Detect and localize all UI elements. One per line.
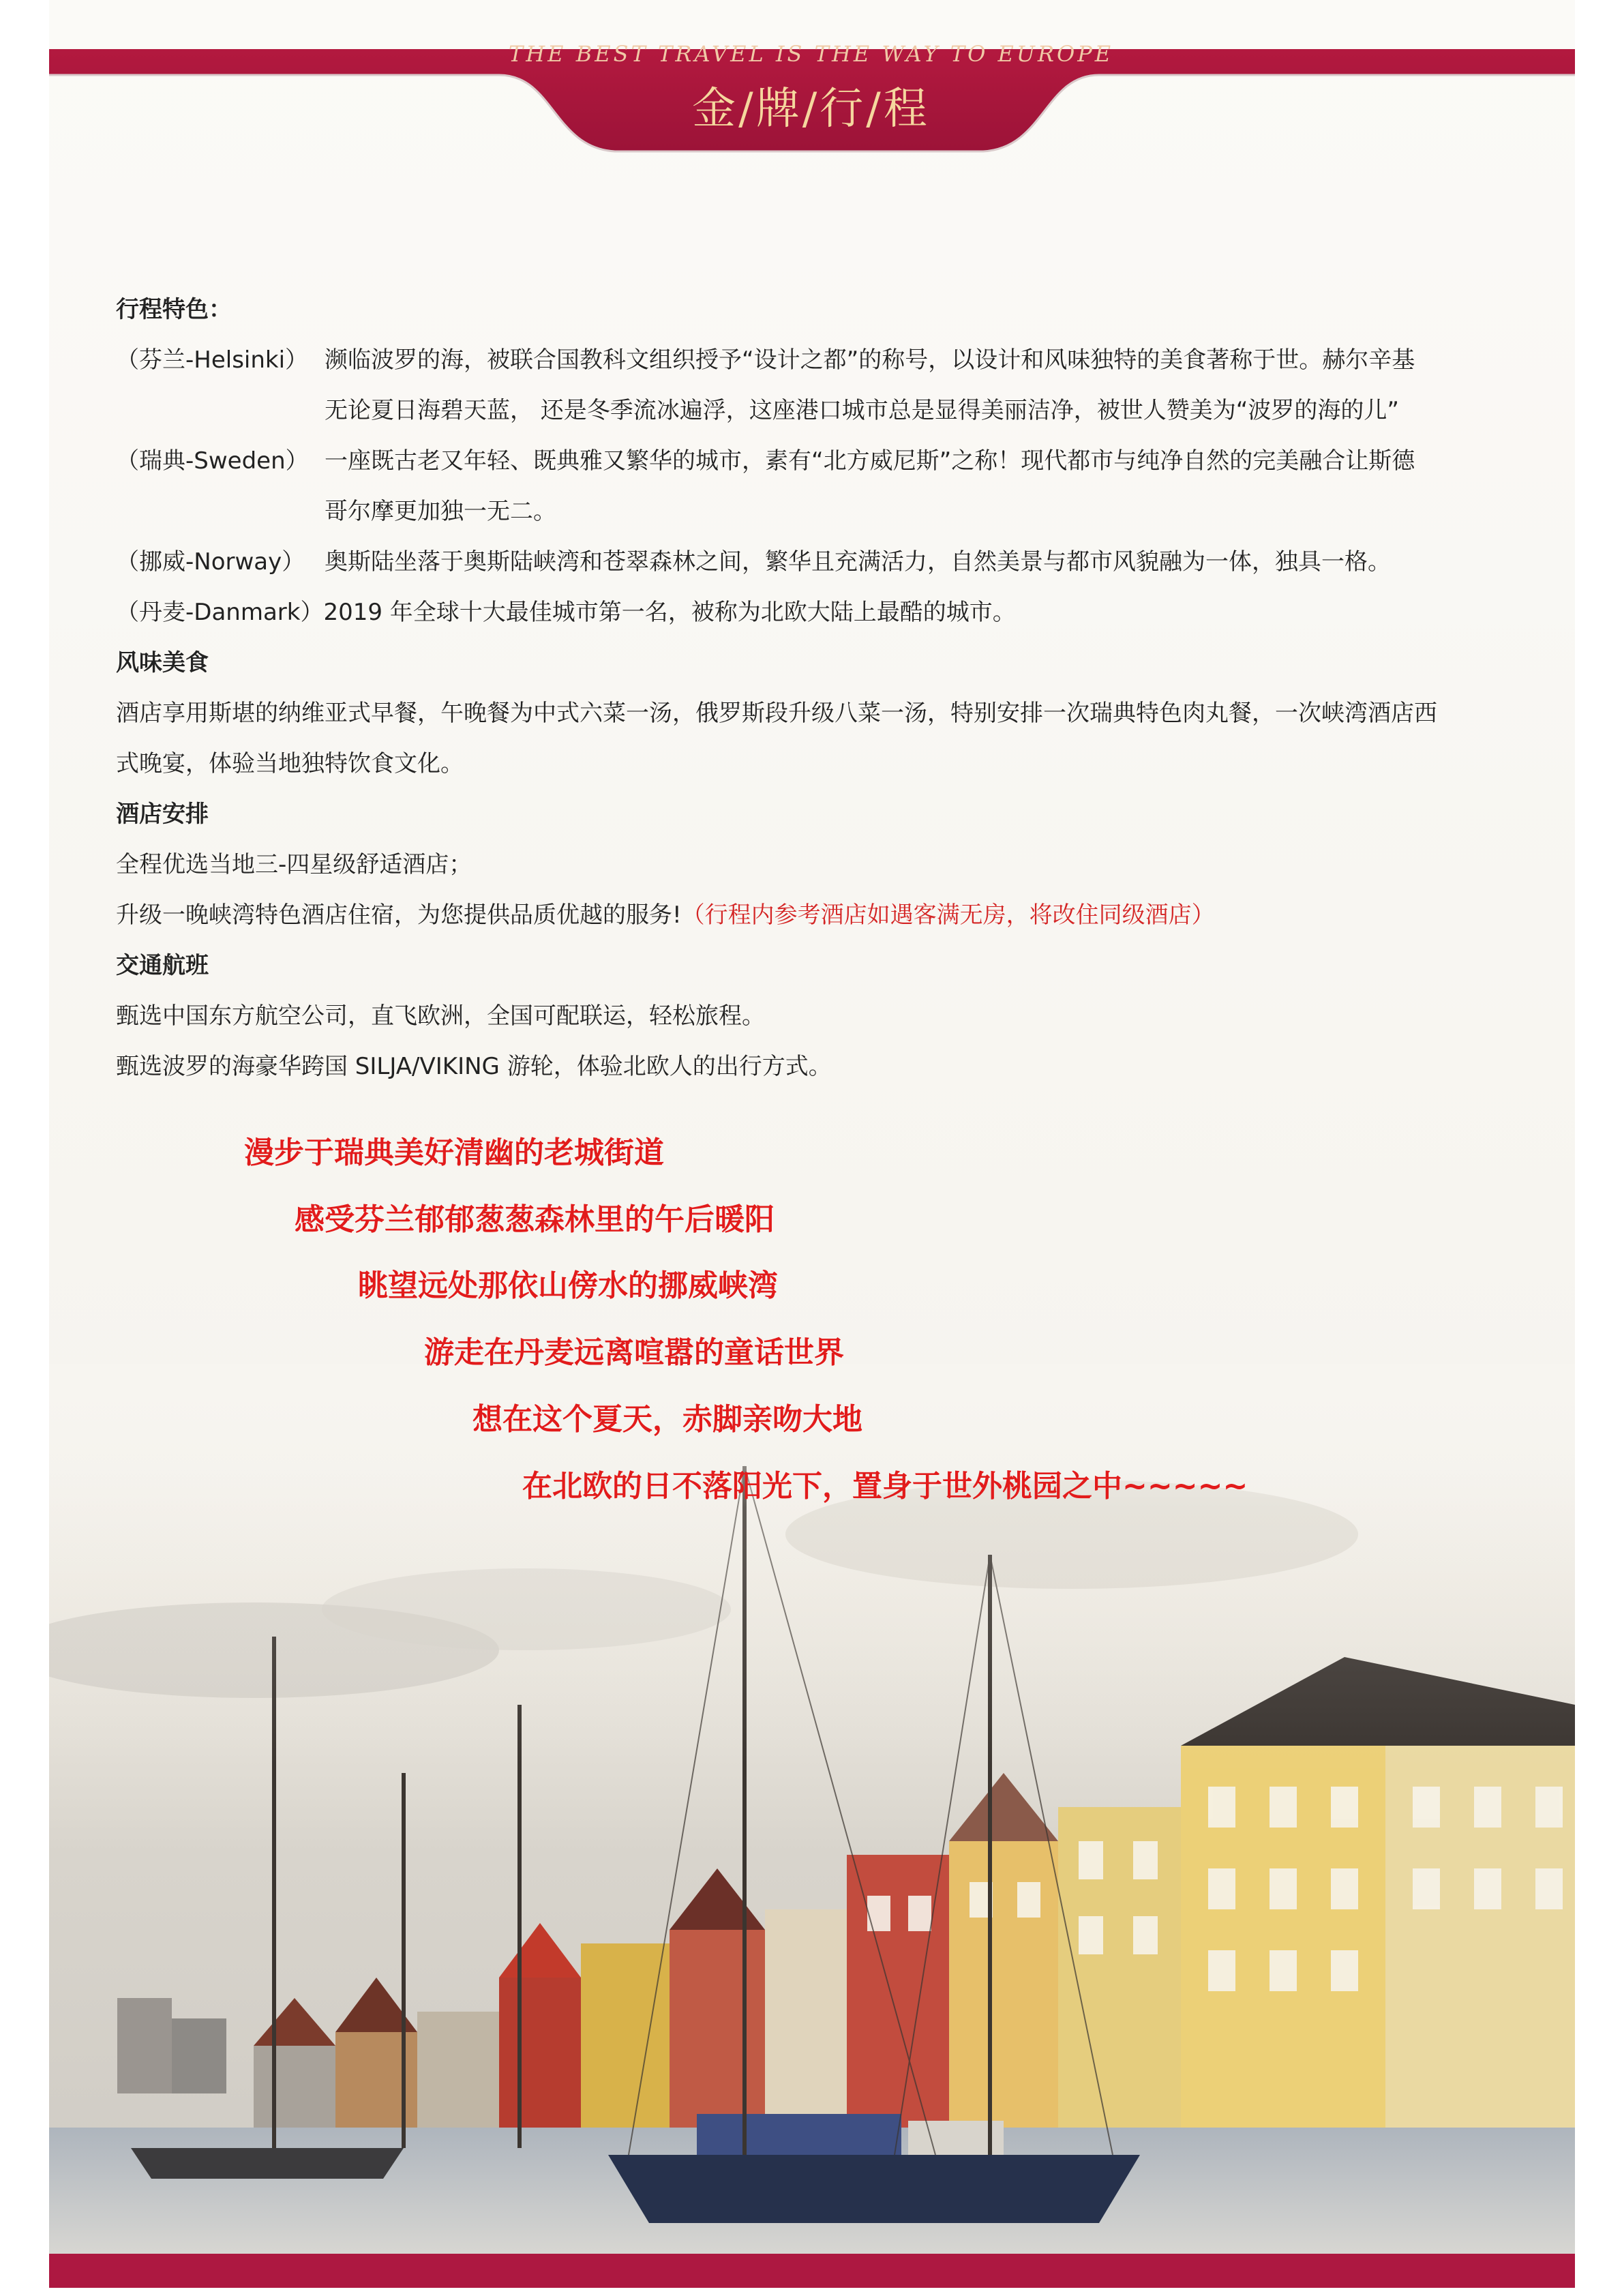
hotel-text: 全程优选当地三-四星级舒适酒店； xyxy=(116,851,472,878)
feature-item xyxy=(116,436,1527,486)
slogan-line: 在北欧的日不落阳光下，置身于世外桃园之中~~~~~ xyxy=(522,1469,1248,1504)
feature-desc: 奥斯陆坐落于奥斯陆峡湾和苍翠森林之间，繁华且充满活力，自然美景与都市风貌融为一体，独具一格。 xyxy=(325,548,1391,576)
footer-bar xyxy=(49,2254,1575,2288)
feature-desc: 濒临波罗的海，被联合国教科文组织授予“设计之都”的称号，以设计和风味独特的美食著称于世。赫尔辛基 xyxy=(325,346,1415,374)
food-text: 式晚宴，体验当地独特饮食文化。 xyxy=(116,750,464,777)
slogan-line: 游走在丹麦远离喧嚣的童话世界 xyxy=(424,1335,844,1370)
feature-desc-cont: 无论夏日海碧天蓝， 还是冬季流冰遍浮，这座港口城市总是显得美丽洁净，被世人赞美为“波罗的海的儿” xyxy=(325,397,1400,424)
header-tagline: THE BEST TRAVEL IS THE WAY TO EUROPE xyxy=(508,41,1114,67)
slogan-line: 漫步于瑞典美好清幽的老城街道 xyxy=(244,1135,664,1170)
hotel-text-upgrade xyxy=(116,890,1527,940)
hotel-heading: 酒店安排 xyxy=(116,801,209,828)
itinerary-text xyxy=(116,284,1527,1092)
hotel-upgrade-text: 升级一晚峡湾特色酒店住宿，为您提供品质优越的服务! xyxy=(116,901,682,929)
feature-label: （芬兰-Helsinki） xyxy=(116,346,309,374)
feature-desc: 2019 年全球十大最佳城市第一名，被称为北欧大陆上最酷的城市。 xyxy=(323,599,1016,626)
slogan-line: 感受芬兰郁郁葱葱森林里的午后暖阳 xyxy=(295,1202,775,1237)
feature-label: （瑞典-Sweden） xyxy=(116,447,309,475)
food-heading: 风味美食 xyxy=(116,649,209,676)
slogan-line: 想在这个夏天，赤脚亲吻大地 xyxy=(472,1402,862,1437)
feature-desc: 一座既古老又年轻、既典雅又繁华的城市，素有“北方威尼斯”之称！现代都市与纯净自然的完美融合让斯德 xyxy=(325,447,1415,475)
feature-desc-cont: 哥尔摩更加独一无二。 xyxy=(325,498,556,525)
slogan-line: 眺望远处那依山傍水的挪威峡湾 xyxy=(358,1268,778,1303)
feature-label: （丹麦-Danmark） xyxy=(116,599,324,626)
feature-item xyxy=(116,537,1527,587)
feature-label: （挪威-Norway） xyxy=(116,548,305,576)
transport-text: 甄选波罗的海豪华跨国 SILJA/VIKING 游轮，体验北欧人的出行方式。 xyxy=(116,1053,832,1080)
hotel-note: （行程内参考酒店如遇客满无房，将改住同级酒店） xyxy=(681,901,1215,929)
features-heading: 行程特色： xyxy=(116,296,232,323)
food-text: 酒店享用斯堪的纳维亚式早餐，午晚餐为中式六菜一汤，俄罗斯段升级八菜一汤，特别安排一次瑞典特色肉丸餐，一次峡湾酒店西 xyxy=(116,700,1437,727)
transport-text: 甄选中国东方航空公司，直飞欧洲，全国可配联运，轻松旅程。 xyxy=(116,1002,765,1030)
transport-heading: 交通航班 xyxy=(116,952,209,979)
feature-item xyxy=(116,335,1527,385)
feature-item xyxy=(116,587,1527,638)
header-brand-title: 金/牌/行/程 xyxy=(692,84,930,134)
